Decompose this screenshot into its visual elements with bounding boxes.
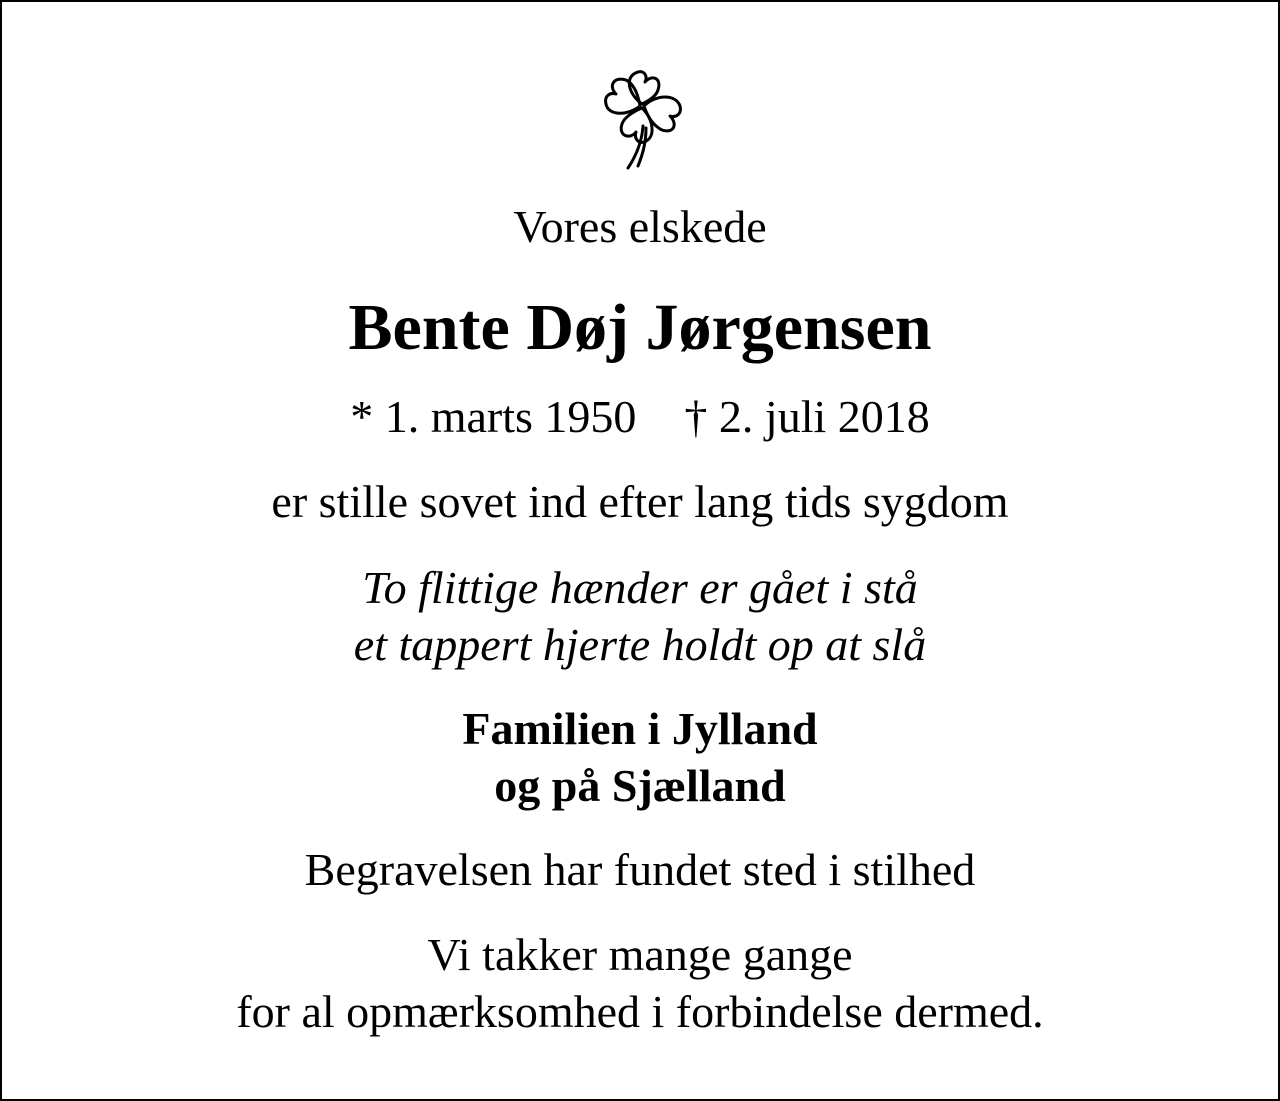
family-signature: og på Sjælland [494,760,786,811]
birth-date: * 1. marts 1950 [350,391,637,442]
intro-text: Vores elskede [513,201,767,252]
verse-line: et tappert hjerte holdt op at slå [353,619,927,670]
family-signature: Familien i Jylland [462,703,818,754]
life-dates [2,391,1278,442]
thanks-line: Vi takker mange gange [427,929,853,980]
verse-line: To flittige hænder er gået i stå [362,562,918,613]
passing-message: er stille sovet ind efter lang tids sygdom [271,476,1009,527]
four-leaf-clover-icon [598,64,690,174]
burial-notice: Begravelsen har fundet sted i stilhed [304,844,976,895]
deceased-name: Bente Døj Jørgensen [348,291,932,364]
death-date: † 2. juli 2018 [684,391,930,442]
thanks-line: for al opmærksomhed i forbindelse dermed. [236,986,1044,1037]
